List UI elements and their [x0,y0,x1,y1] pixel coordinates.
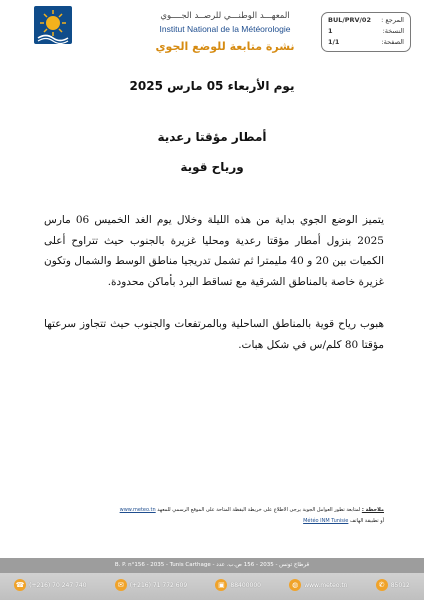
version-value: 1 [328,27,333,35]
note-text: لمتابعة تطور العوامل الجوية يرجى الاطلاع على خريطة اليقظة المتاحة على الموقع الرسمي للمعهد [157,507,361,513]
footer [0,558,424,600]
note-text-2: أو تطبيقة الهاتف [349,518,384,524]
page-label: الصفحة: [381,38,404,46]
version-row [328,26,404,37]
page-row [328,37,404,48]
note-website-link[interactable]: www.meteo.tn [119,507,156,513]
bulletin-date: يوم الأربعاء 05 مارس 2025 [129,79,295,93]
footer-website[interactable] [289,579,347,591]
rain-paragraph: يتميز الوضع الجوي بداية من هذه الليلة وخلال يوم الغد الخميس 06 مارس 2025 بنزول أمطار مؤقتا رعدية ومحليا غزيرة بالجنوب حيث تتراوح أعلى الكميات بين 20 و 40 مليمترا ثم تشمل تدريجيا مناطق الوسط والشمال وتكون غزيرة خاصة بالمناطق الشرقية مع تساقط البرد بأماكن محدودة. [43,214,384,288]
version-label: النسخة: [382,27,404,35]
reference-row [328,15,404,26]
wind-paragraph: هبوب رياح قوية بالمناطق الساحلية وبالمرتفعات والجنوب حيث تتجاوز سرعتها مؤقتا 80 كلم/س في شكل هبات. [44,318,384,351]
institute-name-ar: المعهـــد الوطنـــي للرصــد الجــــوي [160,11,290,21]
inm-logo [34,6,72,44]
code-number: 88400000 [230,581,261,589]
reference-box [321,12,411,52]
footer-phone [14,579,86,591]
footer-fax [115,579,187,591]
bulletin-type: نشرة متابعة للوضع الجوي [155,40,295,53]
note-line-2 [44,518,384,524]
fax-number: (+216) 71 772 609 [129,581,188,589]
footer-address: B. P. n°156 - 2035 - Tunis Carthage - قرطاج تونس - 2035 - 156 ص.ب. عدد [0,558,424,573]
institute-name-fr: Institut National de la Météorologie [159,24,291,34]
building-icon: ▣ [215,579,227,591]
headline-rain: أمطار مؤقتا رعدية [157,130,267,144]
headline-wind: ورياح قوية [180,160,244,174]
page-value: 1/1 [328,38,340,46]
footer-postal [376,579,410,591]
phone-number: (+216) 70 247 740 [29,581,87,589]
phone-icon: ☎ [15,581,25,589]
footer-contacts [0,576,424,594]
reference-value: BUL/PRV/02 [328,16,371,24]
note-line [44,506,384,514]
note-app-link[interactable]: Météo INM Tunisie [303,518,349,524]
mail-icon: ✆ [376,579,388,591]
fax-icon: ✉ [115,579,127,591]
footer-website-link[interactable]: www.meteo.tn [304,581,348,589]
reference-label: المرجع : [381,16,404,24]
postal-number: 85012 [390,581,410,589]
globe-icon: ◍ [289,579,301,591]
footer-code [215,579,261,591]
note-label: ملاحظة : [361,507,384,513]
